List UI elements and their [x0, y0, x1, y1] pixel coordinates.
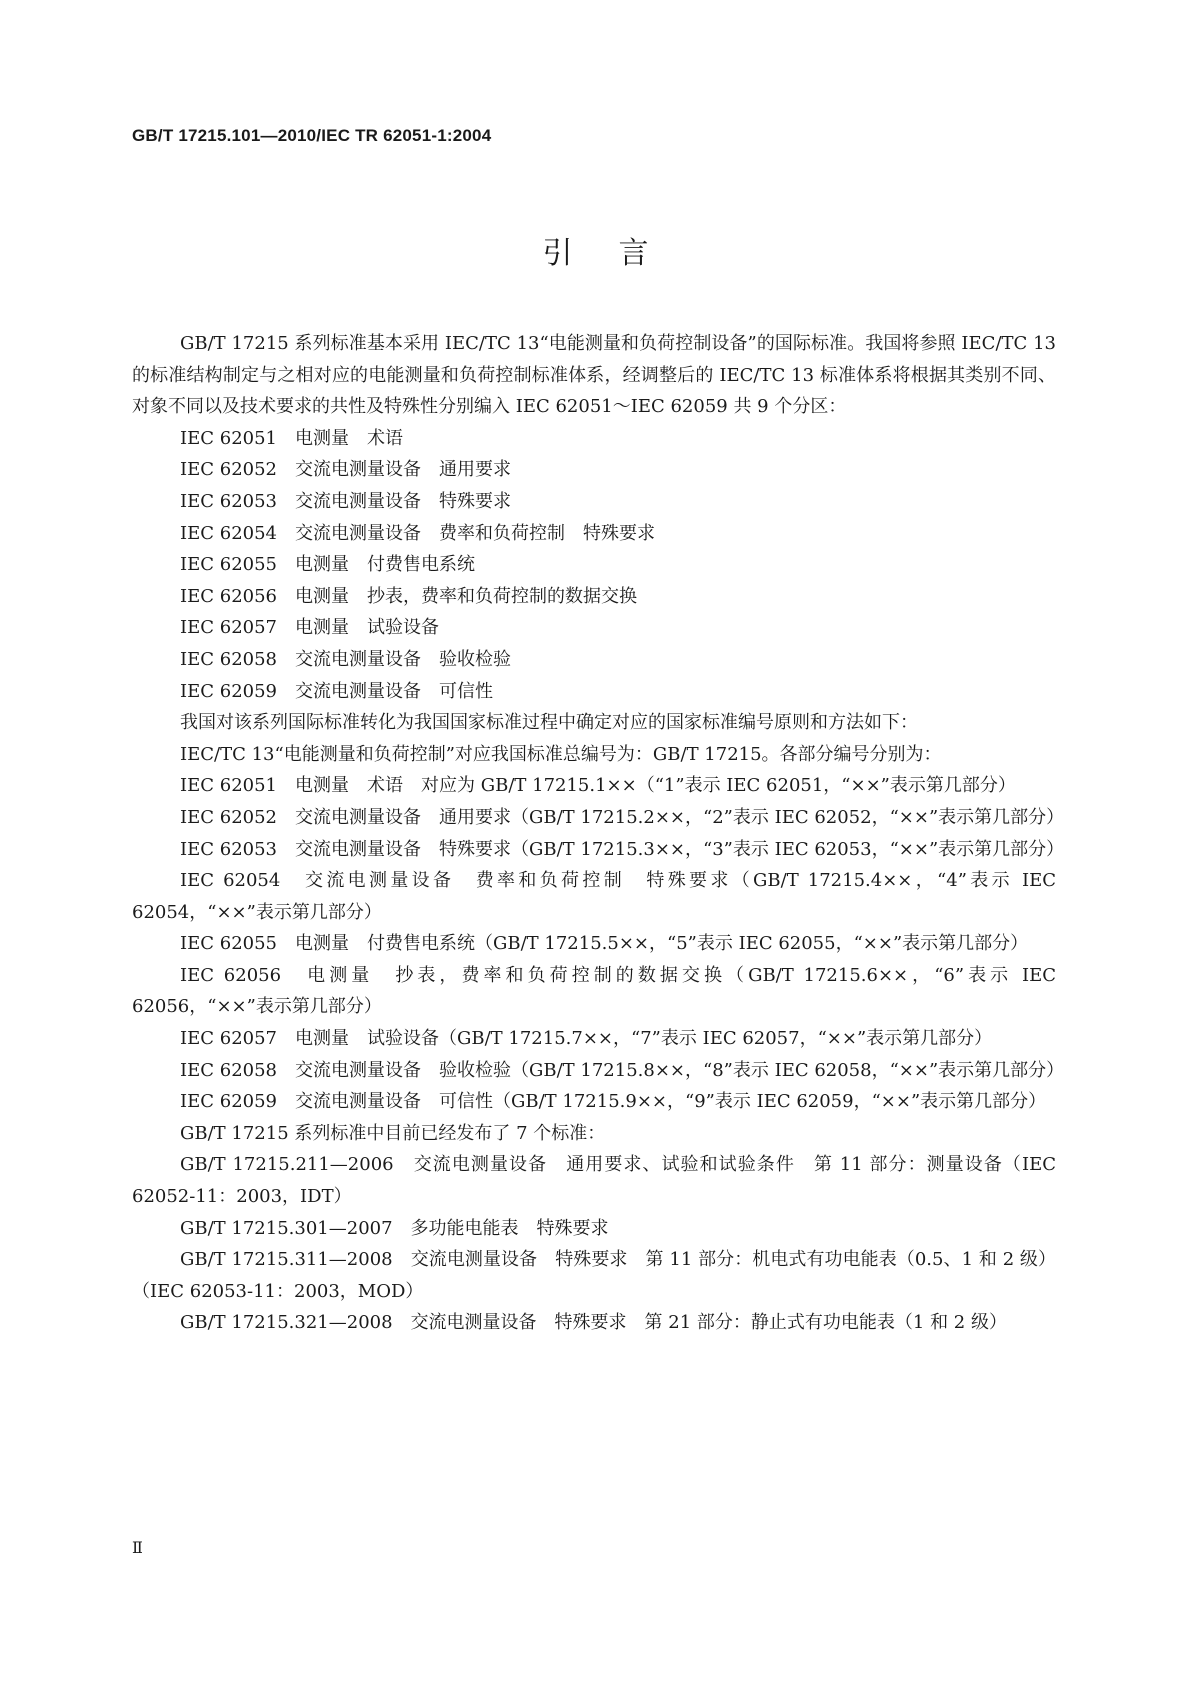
principle-paragraph: 我国对该系列国际标准转化为我国国家标准过程中确定对应的国家标准编号原则和方法如下： [180, 712, 918, 734]
mapping-item: IEC 62054 交流电测量设备 费率和负荷控制 特殊要求（GB/T 17215.4××，“4”表示 IEC 62054，“××”表示第几部分） [132, 870, 1056, 923]
division-item: IEC 62056 电测量 抄表，费率和负荷控制的数据交换 [180, 585, 638, 607]
intro-paragraph: GB/T 17215 系列标准基本采用 IEC/TC 13“电能测量和负荷控制设备”的国际标准。我国将参照 IEC/TC 13 的标准结构制定与之相对应的电能测量和负荷控制标准体系，经调整后的 IEC/TC 13 标准体系将根据其类别不同、对象不同以及技术要求的共性及特殊性分别编入 IEC 62051～IEC 62059 共 9 个分区： [132, 333, 1056, 418]
numbering-paragraph: IEC/TC 13“电能测量和负荷控制”对应我国标准总编号为：GB/T 17215。各部分编号分别为： [180, 743, 942, 765]
mapping-item: IEC 62053 交流电测量设备 特殊要求（GB/T 17215.3××，“3”表示 IEC 62053，“××”表示第几部分） [180, 838, 1065, 860]
division-item: IEC 62051 电测量 术语 [180, 427, 404, 449]
mapping-item: IEC 62057 电测量 试验设备（GB/T 17215.7××，“7”表示 IEC 62057，“××”表示第几部分） [180, 1028, 993, 1050]
mapping-item: IEC 62052 交流电测量设备 通用要求（GB/T 17215.2××，“2”表示 IEC 62052，“××”表示第几部分） [180, 806, 1065, 828]
published-standard-item: GB/T 17215.211—2006 交流电测量设备 通用要求、试验和试验条件 第 11 部分：测量设备（IEC 62052-11：2003，IDT） [132, 1154, 1056, 1208]
division-item: IEC 62059 交流电测量设备 可信性 [180, 680, 494, 702]
published-standard-item: GB/T 17215.301—2007 多功能电能表 特殊要求 [180, 1217, 609, 1239]
mapping-item: IEC 62055 电测量 付费售电系统（GB/T 17215.5××，“5”表示 IEC 62055，“××”表示第几部分） [180, 933, 1029, 955]
division-item: IEC 62052 交流电测量设备 通用要求 [180, 459, 512, 481]
document-header: GB/T 17215.101—2010/IEC TR 62051-1:2004 [132, 126, 492, 145]
document-body [132, 328, 1065, 1339]
published-intro: GB/T 17215 系列标准中目前已经发布了 7 个标准： [180, 1122, 606, 1144]
published-standard-item: GB/T 17215.311—2008 交流电测量设备 特殊要求 第 11 部分：机电式有功电能表（0.5、1 和 2 级）（IEC 62053-11：2003，MOD） [132, 1249, 1056, 1302]
division-item: IEC 62055 电测量 付费售电系统 [180, 554, 476, 576]
division-item: IEC 62058 交流电测量设备 验收检验 [180, 648, 512, 670]
page-number: Ⅱ [132, 1538, 143, 1557]
division-item: IEC 62057 电测量 试验设备 [180, 617, 440, 639]
division-item: IEC 62053 交流电测量设备 特殊要求 [180, 490, 512, 512]
mapping-item: IEC 62051 电测量 术语 对应为 GB/T 17215.1××（“1”表示 IEC 62051，“××”表示第几部分） [180, 775, 1016, 797]
division-item: IEC 62054 交流电测量设备 费率和负荷控制 特殊要求 [180, 522, 656, 544]
page-title: 引言 [542, 236, 695, 271]
mapping-item: IEC 62056 电测量 抄表，费率和负荷控制的数据交换（GB/T 17215.6××，“6”表示 IEC 62056，“××”表示第几部分） [132, 964, 1056, 1018]
mapping-item: IEC 62059 交流电测量设备 可信性（GB/T 17215.9××，“9”表示 IEC 62059，“××”表示第几部分） [180, 1091, 1047, 1113]
published-standard-item: GB/T 17215.321—2008 交流电测量设备 特殊要求 第 21 部分：静止式有功电能表（1 和 2 级） [180, 1312, 1007, 1334]
mapping-item: IEC 62058 交流电测量设备 验收检验（GB/T 17215.8××，“8”表示 IEC 62058，“××”表示第几部分） [180, 1059, 1065, 1081]
